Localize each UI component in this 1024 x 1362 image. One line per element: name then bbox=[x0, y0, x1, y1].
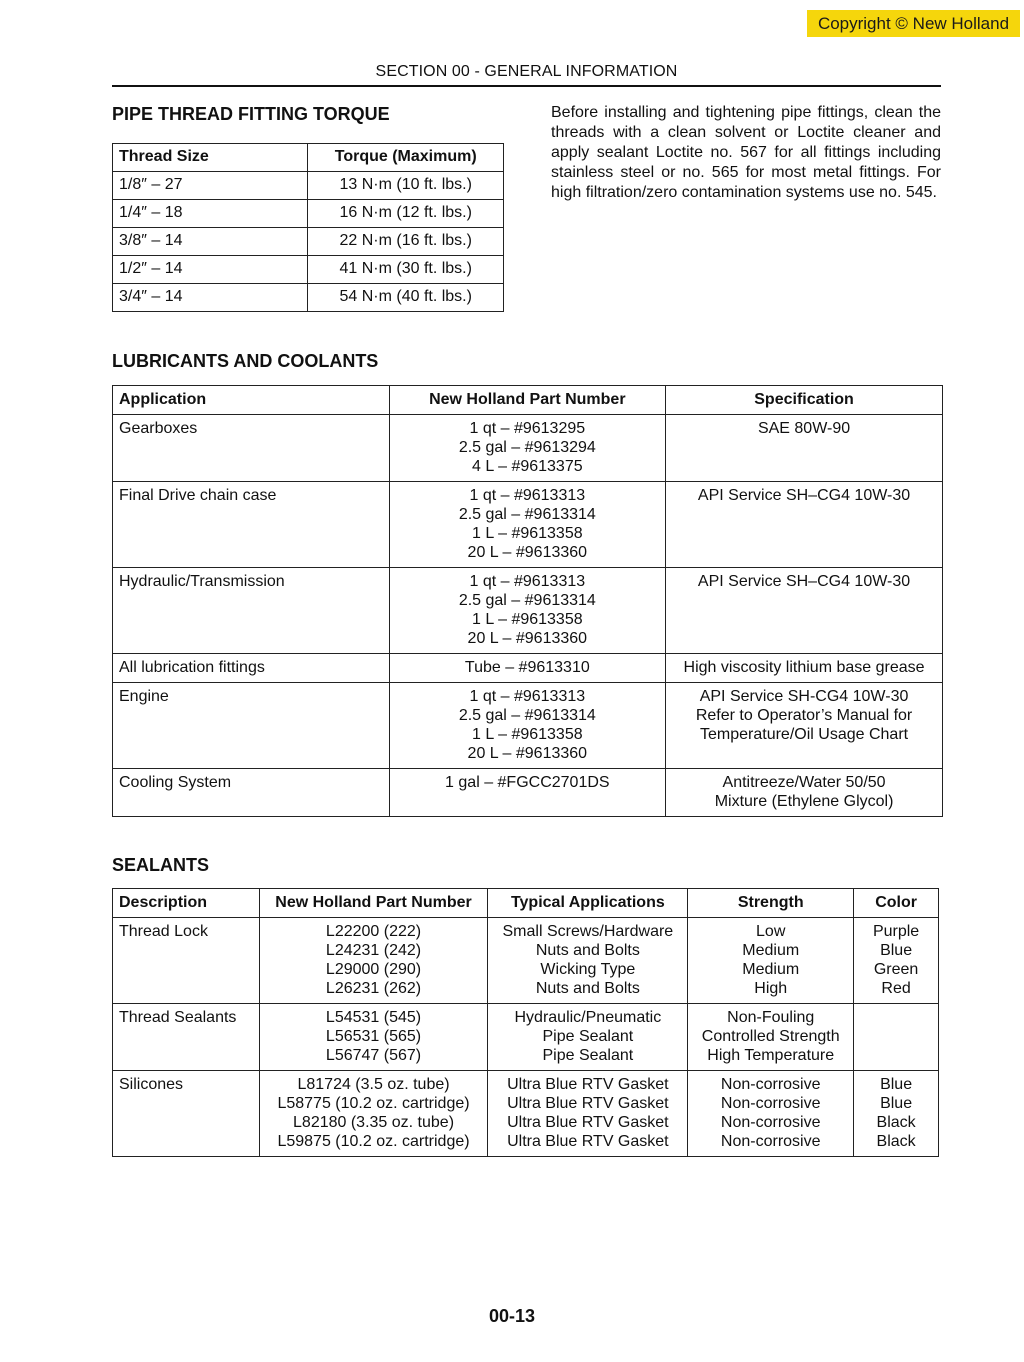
column-header: Description bbox=[113, 889, 260, 918]
cell-line: Antitreeze/Water 50/50 bbox=[722, 774, 886, 791]
specification-cell bbox=[666, 568, 943, 654]
color-cell bbox=[854, 1071, 939, 1157]
lubricants-table bbox=[112, 385, 943, 817]
column-header: Color bbox=[854, 889, 939, 918]
cell-line: Hydraulic/Pneumatic bbox=[514, 1009, 662, 1026]
cell-line: SAE 80W-90 bbox=[757, 420, 851, 437]
cell-line: API Service SH–CG4 10W-30 bbox=[697, 573, 911, 590]
cell-line: Non-corrosive bbox=[720, 1133, 821, 1150]
applications-cell bbox=[488, 918, 688, 1004]
cell-line: 1 L – #9613358 bbox=[472, 525, 583, 542]
column-header: Typical Applications bbox=[488, 889, 688, 918]
table-row bbox=[113, 482, 943, 568]
table-header-row bbox=[113, 144, 504, 172]
cell-line: L26231 (262) bbox=[325, 980, 422, 997]
cell-line: 1 qt – #9613295 bbox=[469, 420, 586, 437]
cell-line: 1 qt – #9613313 bbox=[469, 688, 586, 705]
table-row bbox=[113, 172, 504, 200]
cell-line: 2.5 gal – #9613314 bbox=[458, 506, 596, 523]
part-number-cell bbox=[389, 568, 666, 654]
specification-cell bbox=[666, 769, 943, 817]
torque-table bbox=[112, 143, 504, 312]
cell-line: Black bbox=[876, 1133, 916, 1150]
cell-line: L29000 (290) bbox=[325, 961, 422, 978]
cell-line: Non-corrosive bbox=[720, 1095, 821, 1112]
cell-line: Blue bbox=[880, 1095, 913, 1112]
column-header: New Holland Part Number bbox=[259, 889, 488, 918]
section-header: SECTION 00 - GENERAL INFORMATION bbox=[375, 63, 678, 80]
thread-size-cell: 1/4″ – 18 bbox=[113, 200, 308, 228]
thread-size-cell: 3/8″ – 14 bbox=[113, 228, 308, 256]
cell-line: 1 L – #9613358 bbox=[472, 611, 583, 628]
cell-line: Black bbox=[876, 1114, 916, 1131]
torque-cell: 16 N·m (12 ft. lbs.) bbox=[308, 200, 504, 228]
column-header: Specification bbox=[666, 386, 943, 415]
cell-line: Ultra Blue RTV Gasket bbox=[507, 1076, 669, 1093]
cell-line: Temperature/Oil Usage Chart bbox=[700, 726, 909, 743]
table-row bbox=[113, 769, 943, 817]
specification-cell bbox=[666, 482, 943, 568]
cell-line: Low bbox=[756, 923, 786, 940]
cell-line: L56531 (565) bbox=[325, 1028, 422, 1045]
cell-line: Red bbox=[881, 980, 911, 997]
applications-cell bbox=[488, 1004, 688, 1071]
application-cell: Engine bbox=[113, 683, 390, 769]
table-row bbox=[113, 200, 504, 228]
cell-line: Non-Fouling bbox=[727, 1009, 815, 1026]
table-row bbox=[113, 256, 504, 284]
strength-cell bbox=[688, 918, 854, 1004]
part-number-cell bbox=[259, 1071, 488, 1157]
cell-line: Wicking Type bbox=[540, 961, 636, 978]
specification-cell bbox=[666, 654, 943, 683]
applications-cell bbox=[488, 1071, 688, 1157]
cell-line: Tube – #9613310 bbox=[464, 659, 590, 676]
part-number-cell bbox=[389, 654, 666, 683]
color-cell bbox=[854, 1004, 939, 1071]
pipe-thread-heading: PIPE THREAD FITTING TORQUE bbox=[112, 104, 390, 124]
cell-line: L22200 (222) bbox=[325, 923, 422, 940]
copyright-badge: Copyright © New Holland bbox=[807, 10, 1020, 37]
cell-line: 20 L – #9613360 bbox=[467, 745, 588, 762]
table-row bbox=[113, 1071, 939, 1157]
cell-line: 20 L – #9613360 bbox=[467, 630, 588, 647]
cell-line: L56747 (567) bbox=[325, 1047, 422, 1064]
cell-line: L81724 (3.5 oz. tube) bbox=[297, 1076, 450, 1093]
cell-line: Non-corrosive bbox=[720, 1076, 821, 1093]
cell-line: Non-corrosive bbox=[720, 1114, 821, 1131]
cell-line: High viscosity lithium base grease bbox=[683, 659, 925, 676]
cell-line: 2.5 gal – #9613314 bbox=[458, 707, 596, 724]
specification-cell bbox=[666, 415, 943, 482]
description-cell: Silicones bbox=[113, 1071, 260, 1157]
strength-cell bbox=[688, 1004, 854, 1071]
cell-line: L82180 (3.35 oz. tube) bbox=[293, 1114, 455, 1131]
table-row bbox=[113, 415, 943, 482]
cell-line: API Service SH–CG4 10W-30 bbox=[697, 487, 911, 504]
cell-line: High bbox=[754, 980, 788, 997]
description-cell: Thread Lock bbox=[113, 918, 260, 1004]
torque-cell: 54 N·m (40 ft. lbs.) bbox=[308, 284, 504, 312]
cell-line: Controlled Strength bbox=[701, 1028, 840, 1045]
application-cell: Cooling System bbox=[113, 769, 390, 817]
cell-line: API Service SH-CG4 10W-30 bbox=[699, 688, 909, 705]
torque-cell: 41 N·m (30 ft. lbs.) bbox=[308, 256, 504, 284]
cell-line: 1 qt – #9613313 bbox=[469, 573, 586, 590]
page-number: 00-13 bbox=[488, 1306, 536, 1326]
thread-size-cell: 3/4″ – 14 bbox=[113, 284, 308, 312]
cell-line: L24231 (242) bbox=[325, 942, 422, 959]
cell-line: Nuts and Bolts bbox=[535, 942, 640, 959]
cell-line: Refer to Operator’s Manual for bbox=[695, 707, 913, 724]
application-cell: Gearboxes bbox=[113, 415, 390, 482]
thread-size-cell: 1/2″ – 14 bbox=[113, 256, 308, 284]
cell-line: Small Screws/Hardware bbox=[502, 923, 674, 940]
intro-paragraph: Before installing and tightening pipe fittings, clean the threads with a clean solvent or Loctite cleaner and apply sealant Loctite no. 567 for all fittings including stainless steel or no. 565 for most metal fittings. For high filtration/zero contamination systems use no. 545. bbox=[551, 104, 941, 201]
cell-line: 20 L – #9613360 bbox=[467, 544, 588, 561]
column-header: Thread Size bbox=[113, 144, 308, 172]
cell-line: 1 qt – #9613313 bbox=[469, 487, 586, 504]
lubricants-heading: LUBRICANTS AND COOLANTS bbox=[112, 351, 379, 371]
color-cell bbox=[854, 918, 939, 1004]
cell-line: L58775 (10.2 oz. cartridge) bbox=[277, 1095, 470, 1112]
table-row bbox=[113, 284, 504, 312]
cell-line: Purple bbox=[872, 923, 920, 940]
cell-line: Ultra Blue RTV Gasket bbox=[507, 1095, 669, 1112]
cell-line: Ultra Blue RTV Gasket bbox=[507, 1133, 669, 1150]
thread-size-cell: 1/8″ – 27 bbox=[113, 172, 308, 200]
part-number-cell bbox=[389, 482, 666, 568]
cell-line: Nuts and Bolts bbox=[535, 980, 640, 997]
cell-line: 1 gal – #FGCC2701DS bbox=[445, 774, 610, 791]
column-header: Torque (Maximum) bbox=[308, 144, 504, 172]
part-number-cell bbox=[259, 918, 488, 1004]
application-cell: All lubrication fittings bbox=[113, 654, 390, 683]
cell-line: L59875 (10.2 oz. cartridge) bbox=[277, 1133, 470, 1150]
specification-cell bbox=[666, 683, 943, 769]
sealants-table bbox=[112, 888, 939, 1157]
cell-line: Medium bbox=[742, 942, 800, 959]
header-rule bbox=[112, 85, 941, 87]
table-row bbox=[113, 654, 943, 683]
part-number-cell bbox=[259, 1004, 488, 1071]
part-number-cell bbox=[389, 769, 666, 817]
table-row bbox=[113, 683, 943, 769]
table-row bbox=[113, 918, 939, 1004]
column-header: Strength bbox=[688, 889, 854, 918]
sealants-heading: SEALANTS bbox=[112, 855, 210, 875]
cell-line: 2.5 gal – #9613294 bbox=[458, 439, 596, 456]
application-cell: Final Drive chain case bbox=[113, 482, 390, 568]
column-header: New Holland Part Number bbox=[389, 386, 666, 415]
table-row bbox=[113, 568, 943, 654]
cell-line: Ultra Blue RTV Gasket bbox=[507, 1114, 669, 1131]
part-number-cell bbox=[389, 415, 666, 482]
part-number-cell bbox=[389, 683, 666, 769]
cell-line: Blue bbox=[880, 1076, 913, 1093]
cell-line: Pipe Sealant bbox=[542, 1028, 634, 1045]
column-header: Application bbox=[113, 386, 390, 415]
table-header-row bbox=[113, 386, 943, 415]
strength-cell bbox=[688, 1071, 854, 1157]
cell-line: 2.5 gal – #9613314 bbox=[458, 592, 596, 609]
table-row bbox=[113, 1004, 939, 1071]
cell-line: Green bbox=[873, 961, 919, 978]
description-cell: Thread Sealants bbox=[113, 1004, 260, 1071]
application-cell: Hydraulic/Transmission bbox=[113, 568, 390, 654]
cell-line: Mixture (Ethylene Glycol) bbox=[714, 793, 894, 810]
torque-cell: 13 N·m (10 ft. lbs.) bbox=[308, 172, 504, 200]
cell-line: Blue bbox=[880, 942, 913, 959]
cell-line: High Temperature bbox=[707, 1047, 835, 1064]
table-row bbox=[113, 228, 504, 256]
cell-line: 1 L – #9613358 bbox=[472, 726, 583, 743]
torque-cell: 22 N·m (16 ft. lbs.) bbox=[308, 228, 504, 256]
cell-line: L54531 (545) bbox=[325, 1009, 422, 1026]
cell-line: Pipe Sealant bbox=[542, 1047, 634, 1064]
cell-line: Medium bbox=[742, 961, 800, 978]
table-header-row bbox=[113, 889, 939, 918]
cell-line: 4 L – #9613375 bbox=[472, 458, 583, 475]
